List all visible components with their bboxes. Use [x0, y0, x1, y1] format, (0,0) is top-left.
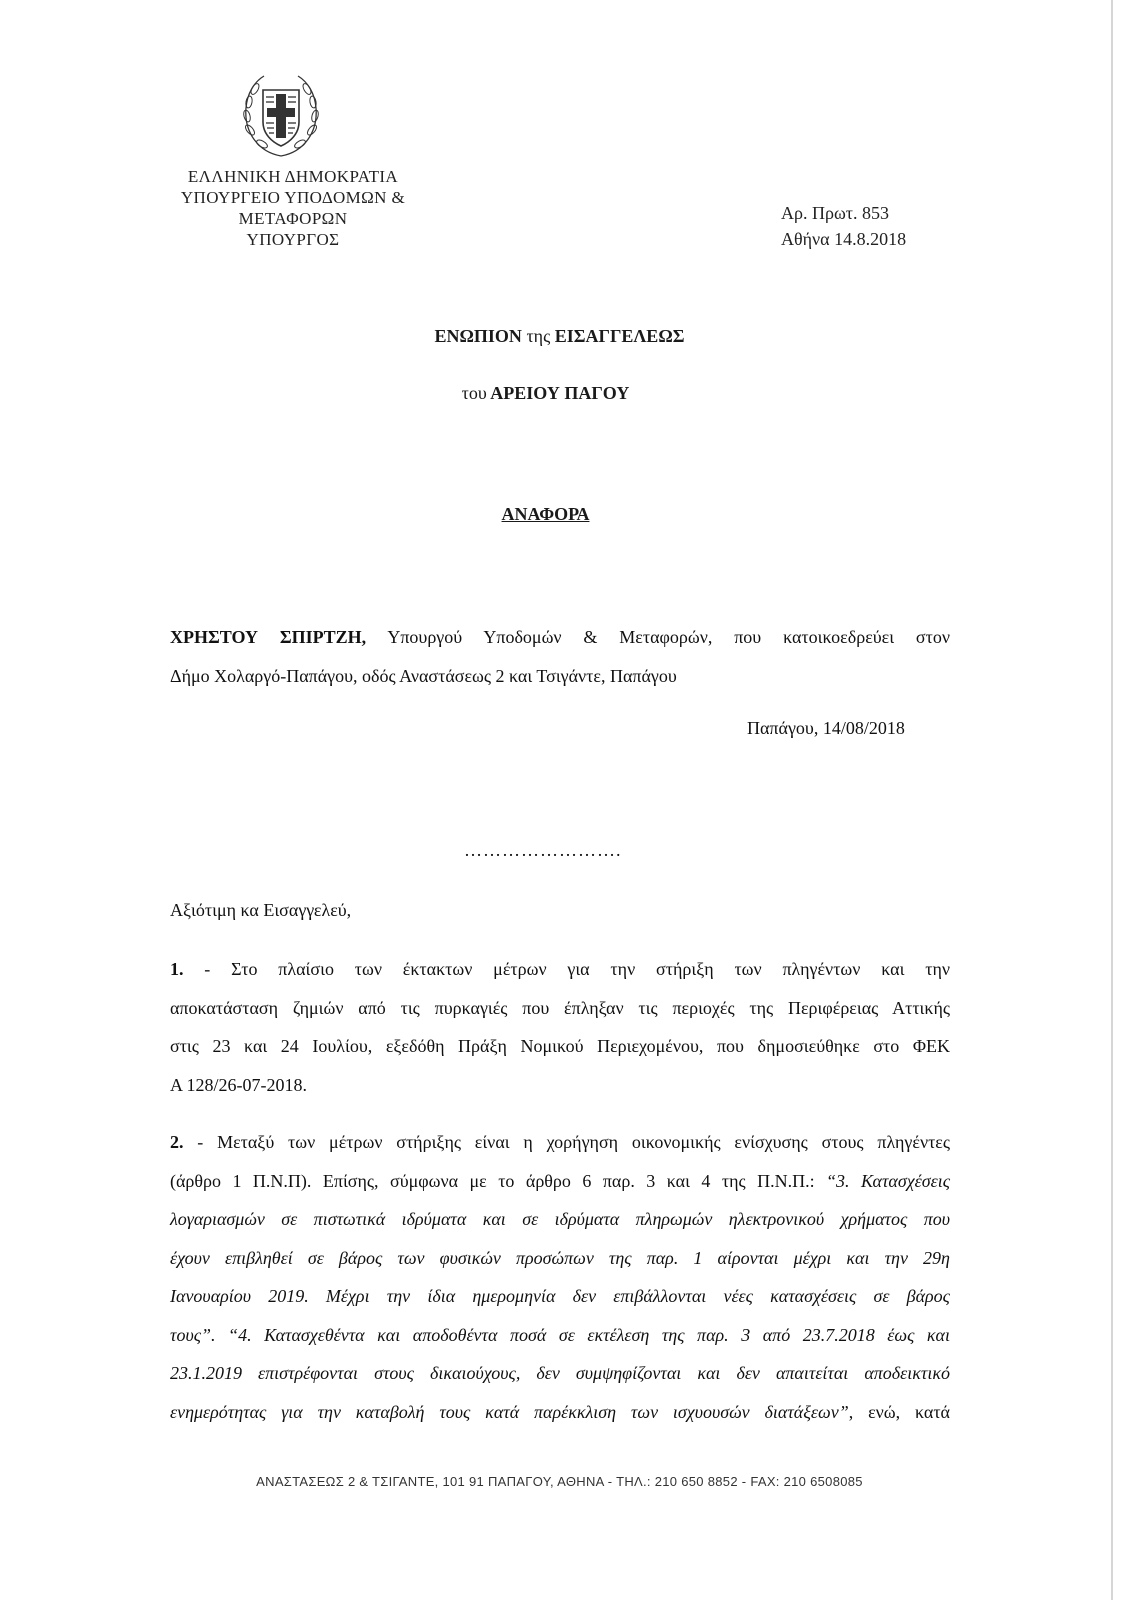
- place-date: Αθήνα 14.8.2018: [781, 229, 907, 249]
- paragraph-2-line-2-quote: “3. Κατασχέσεις: [826, 1170, 951, 1191]
- author-block: [170, 618, 950, 695]
- paragraph-2-line-2: (άρθρο 1 Π.Ν.Π). Επίσης, σύμφωνα με το άρθρο 6 παρ. 3 και 4 της Π.Ν.Π.:: [170, 1170, 827, 1191]
- author-desc-1: Υπουργού Υποδομών & Μεταφορών, που κατοικοεδρεύει στον: [366, 627, 950, 647]
- paragraph-1: [170, 950, 950, 1104]
- greek-coat-of-arms-icon: [238, 70, 324, 160]
- addressee-line-1: [0, 326, 1125, 347]
- paragraph-2-line-8-end: , ενώ, κατά: [848, 1401, 950, 1422]
- separator-dots: …………………….: [464, 840, 622, 860]
- paragraph-2-line-4: έχουν επιβληθεί σε βάρος των φυσικών προσώπων της παρ. 1 αίρονται μέχρι και την 29η: [170, 1247, 950, 1268]
- paragraph-2-line-8: ενημερότητας για την καταβολή τους κατά παρέκκλιση των ισχυουσών διατάξεων”: [170, 1401, 849, 1422]
- paragraph-1-line-1: - Στο πλαίσιο των έκτακτων μέτρων για την στήριξη των πληγέντων και την: [183, 959, 950, 979]
- addressee-line-2: [0, 383, 1111, 404]
- addressee-before: ΕΝΩΠΙΟΝ: [434, 326, 527, 346]
- signature-place-date: Παπάγου, 14/08/2018: [747, 718, 905, 738]
- paragraph-1-line-2: αποκατάσταση ζημιών από τις πυρκαγιές που έπληξαν τις περιοχές της Περιφέρειας Αττικής: [170, 997, 950, 1018]
- paragraph-2-number: 2.: [170, 1132, 184, 1152]
- paragraph-1-line-3: στις 23 και 24 Ιουλίου, εξεδόθη Πράξη Νομικού Περιεχομένου, που δημοσιεύθηκε στο ΦΕΚ: [170, 1036, 950, 1056]
- addressee-article-2: του: [461, 383, 487, 403]
- footer-address: ΑΝΑΣΤΑΣΕΩΣ 2 & ΤΣΙΓΑΝΤΕ, 101 91 ΠΑΠΑΓΟΥ, ΑΘΗΝΑ - ΤΗΛ.: 210 650 8852 - FAX: 210 6508085: [256, 1474, 863, 1489]
- paragraph-2-line-7: 23.1.2019 επιστρέφονται στους δικαιούχους, δεν συμψηφίζονται και δεν απαιτείται αποδεικτικό: [170, 1363, 950, 1383]
- paragraph-2-line-5: Ιανουαρίου 2019. Μέχρι την ίδια ημερομηνία δεν επιβάλλονται νέες κατασχέσεις σε βάρος: [170, 1286, 950, 1306]
- paragraph-2-line-1: - Μεταξύ των μέτρων στήριξης είναι η χορήγηση οικονομικής ενίσχυσης στους πληγέντες: [183, 1132, 950, 1152]
- reference-block: [781, 200, 906, 252]
- addressee-prosecutor: ΕΙΣΑΓΓΕΛΕΩΣ: [550, 326, 685, 346]
- salutation: Αξιότιμη κα Εισαγγελεύ,: [170, 900, 352, 920]
- protocol-number: Αρ. Πρωτ. 853: [781, 203, 890, 223]
- paragraph-2-line-6: τους”. “4. Κατασχεθέντα και αποδοθέντα ποσά σε εκτέλεση της παρ. 3 από 23.7.2018 έως και: [170, 1324, 950, 1345]
- addressee-court: ΑΡΕΙΟΥ ΠΑΓΟΥ: [486, 383, 630, 403]
- paragraph-1-line-4: Α 128/26-07-2018.: [170, 1074, 307, 1095]
- scan-edge-line: [1111, 0, 1113, 1600]
- author-name: ΧΡΗΣΤΟΥ ΣΠΙΡΤΖΗ,: [170, 627, 367, 647]
- header-role: ΥΠΟΥΡΓΟΣ: [246, 230, 340, 249]
- paragraph-2: [170, 1123, 950, 1431]
- header-country: ΕΛΛΗΝΙΚΗ ΔΗΜΟΚΡΑΤΙΑ: [187, 167, 399, 186]
- document-title: ΑΝΑΦΟΡΑ: [501, 504, 590, 524]
- paragraph-1-number: 1.: [170, 959, 184, 979]
- header-ministry: ΥΠΟΥΡΓΕΙΟ ΥΠΟΔΟΜΩΝ & ΜΕΤΑΦΟΡΩΝ: [180, 188, 406, 228]
- paragraph-2-line-3: λογαριασμών σε πιστωτικά ιδρύματα και σε ιδρύματα πληρωμών ηλεκτρονικού χρήματος που: [170, 1209, 950, 1229]
- author-desc-2: Δήμο Χολαργό-Παπάγου, οδός Αναστάσεως 2 και Τσιγάντε, Παπάγου: [170, 665, 677, 686]
- addressee-article: της: [526, 326, 551, 346]
- ministry-header: [140, 166, 446, 250]
